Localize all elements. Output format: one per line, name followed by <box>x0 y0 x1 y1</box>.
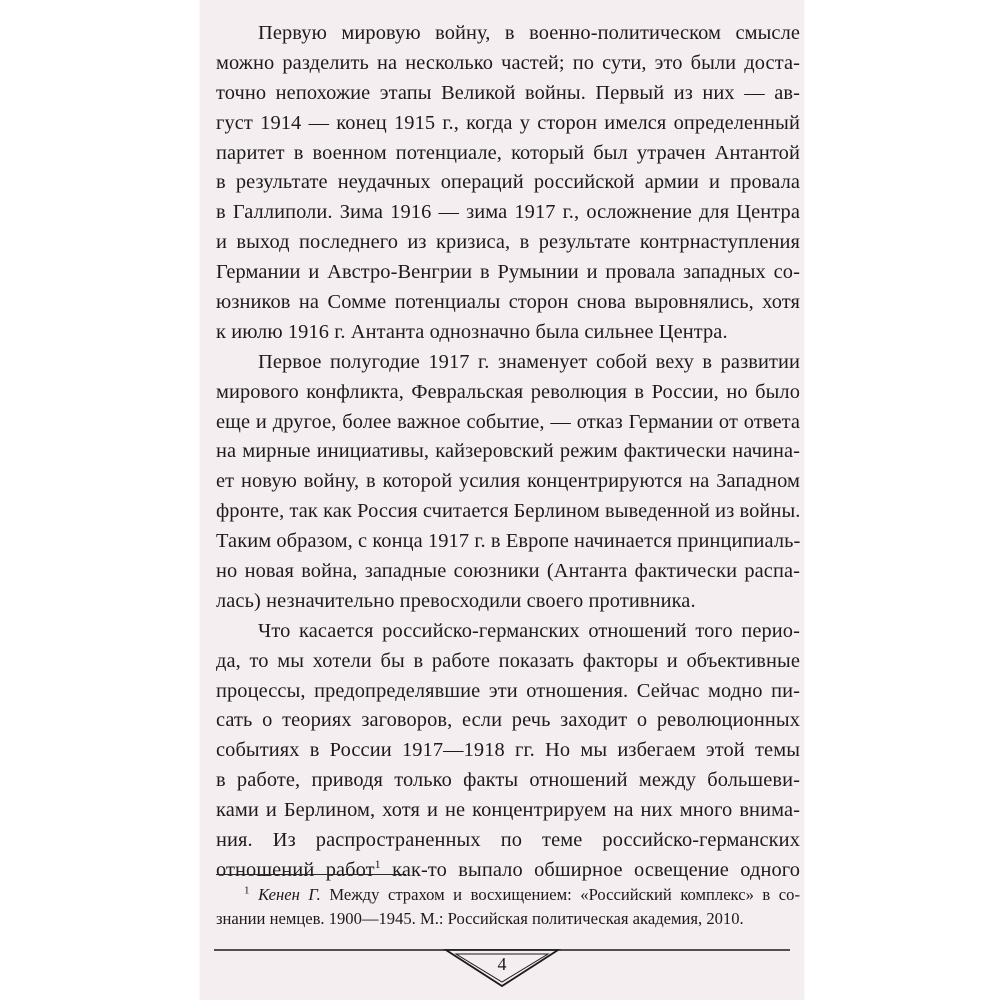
text-line: в результате неудачных операций российской армии и провала <box>216 171 800 194</box>
text-line: к июлю 1916 г. Антанта однозначно была сильнее Центра. <box>216 320 728 343</box>
text-line: Таким образом, с конца 1917 г. в Европе начинается принципиаль- <box>216 530 801 553</box>
text-line: Первую мировую войну, в военно-политическом смысле <box>258 22 800 44</box>
text-line: можно разделить на несколько частей; по сути, это были доста- <box>216 51 800 74</box>
text-line: еще и другое, более важное событие, — отказ Германии от ответа <box>216 410 800 433</box>
text-line: на мирные инициативы, кайзеровский режим фактически начина- <box>216 440 800 463</box>
text-line: точно непохожие этапы Великой войны. Первый из них — ав- <box>216 81 800 104</box>
text-line: Германии и Австро-Венгрии в Румынии и провала западных со- <box>216 261 800 284</box>
text-line: ет новую войну, в которой усилия концентрируются на Западном <box>216 470 800 493</box>
footnote-divider <box>216 874 406 875</box>
text-line: фронте, так как Россия считается Берлином выведенной из войны. <box>216 500 801 523</box>
footnote-line-1 <box>216 883 800 907</box>
text-line: но новая война, западные союзники (Антанта фактически распа- <box>216 560 800 583</box>
text-fragment: как-то выпало обширное освещение одного <box>380 858 801 881</box>
page-number: 4 <box>497 954 507 974</box>
text-line: лась) незначительно превосходили своего противника. <box>216 589 696 612</box>
text-line: юзников на Сомме потенциалы сторон снова выровнялись, хотя <box>216 291 800 314</box>
footnote <box>216 883 800 931</box>
text-line: событиях в России 1917—1918 гг. Но мы избегаем этой темы <box>216 739 800 762</box>
text-line: Что касается российско-германских отношений того перио- <box>258 619 800 642</box>
text-line: процессы, предопределявшие эти отношения. Сейчас модно пи- <box>216 679 800 702</box>
text-line: мирового конфликта, Февральская революция в России, но было <box>216 380 800 403</box>
text-line: Первое полугодие 1917 г. знаменует собой веху в развитии <box>258 350 800 373</box>
text-line: в работе, приводя только факты отношений между большеви- <box>216 769 800 792</box>
footnote-author: Кенен Г. <box>258 885 321 904</box>
footnote-line-2: знании немцев. 1900—1945. М.: Российская политическая академия, 2010. <box>216 909 744 928</box>
text-line: ками и Берлином, хотя и не концентрируем на них много внима- <box>216 799 800 822</box>
text-line: ния. Из распространенных по теме российско-германских <box>216 829 800 852</box>
book-page <box>200 0 804 1000</box>
text-line <box>216 856 800 886</box>
footnote-reference: 1 <box>374 857 381 872</box>
text-line: в Галлиполи. Зима 1916 — зима 1917 г., осложнение для Центра <box>216 201 800 224</box>
text-line: да, то мы хотели бы в работе показать факторы и объективные <box>216 649 800 672</box>
text-line: паритет в военном потенциале, который был утрачен Антантой <box>216 141 800 164</box>
footnote-mark: 1 <box>244 884 250 897</box>
text-line: и выход последнего из кризиса, в результате контрнаступления <box>216 231 800 254</box>
text-line: густ 1914 — конец 1915 г., когда у сторон имелся определенный <box>216 111 800 134</box>
footnote-text: Между страхом и восхищением: «Российский комплекс» в со- <box>320 885 800 904</box>
body-text <box>216 19 800 886</box>
text-fragment: отношений работ <box>216 858 375 881</box>
text-line: сать о теориях заговоров, если речь заходит о революционных <box>216 709 800 732</box>
